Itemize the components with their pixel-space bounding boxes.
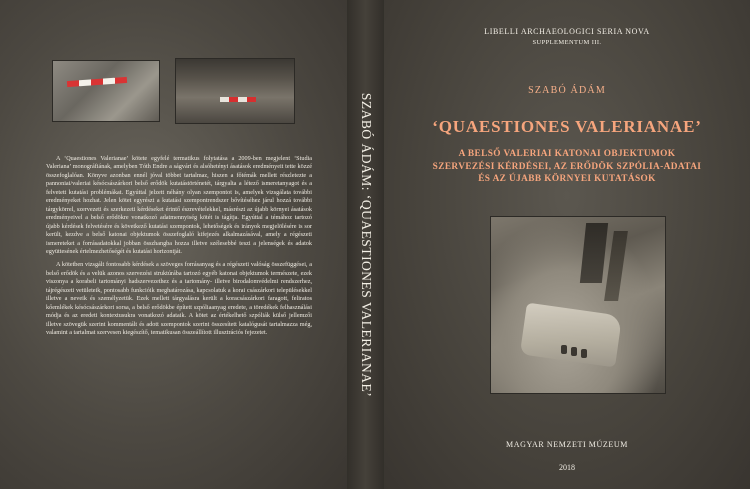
back-cover-blurb [46,155,312,343]
cover-photo-stone-slab [490,216,666,394]
measuring-scale [220,97,256,102]
subtitle-line: ÉS AZ ÚJABB KÖRNYEI KUTATÁSOK [478,174,656,184]
trench-shadow [580,223,608,283]
blurb-paragraph: A kötetben vizsgált fontosabb kérdések a szöveges forrásanyag és a régészeti valóság összefüggései, a belső erődök és a velük azonos szervezési struktúrába tartozó egyéb katonai objektumok természete, ezek viszonya a korabeli tartományi hadszervezethez és a tartomány- illetve birodalomvédelmi rendszerhez, tájrégészeti vetületeik, pontosabb funkcióik meghatározása, kapcsolatuk a korai császárkori településekkel illetve a neveik és személyzetük. Ezek mellett tárgyalásra került a koracsászárkori faragott, feliratos kőemlékek késócsászárkori sorsa, a belső erődökbe épített szpóliaanyag eredete, a töredékek felhasználási módja és az eredeti kontextusukra vonatkozó adataik. A kötet az értékelhető szpóliák külső jellemzői illetve szövegük szerint kommentált és adott szempontok szerint összesített katalógusát tartalmazza még, valamint a tartalmat szervesen kiegészítő, tematikusan összeállított illusztrációs fejezetet. [46,261,312,337]
slab-hole [561,345,567,354]
book-spine [347,0,384,489]
slab-hole [571,347,577,356]
excavation-photo-left [52,60,160,122]
excavation-photo-right [175,58,295,124]
publication-year: 2018 [559,463,575,472]
measuring-scale [67,77,127,87]
series-name: LIBELLI ARCHAEOLOGICI SERIA NOVA [484,27,650,36]
subtitle-line: A BELSŐ VALERIAI KATONAI OBJEKTUMOK [458,149,676,159]
slab-hole [581,349,587,358]
subtitle-line: SZERVEZÉSI KÉRDÉSEI, AZ ERŐDÖK SZPÓLIA-ADATAI [432,161,702,172]
stone-slab [520,303,622,368]
front-cover [384,0,750,489]
publisher-name: MAGYAR NEMZETI MÚZEUM [506,440,628,449]
spine-title: SZABÓ ÁDÁM: ‘QUAESTIONES VALERIANAE’ [358,92,374,397]
author-name: SZABÓ ÁDÁM [528,85,606,96]
book-title: ‘QUAESTIONES VALERIANAE’ [432,117,702,136]
blurb-paragraph: A ‘Quaestiones Valerianae’ kötete egyfelé termatikus folytatása a 2009-ben megjelent ‘Studia Valeriana’ monográfiának, amelyben Tóth Endre a ságvári és alsóhetényi ásatások eredményeit tette közzé összefoglalóan. Könyve azonban ennél jóval többet tartalmaz, hiszen a főtémák mellett részletezte a pannoniai/valeriai késócsászárkori belső erődök kutatástörténetét, tárgyalta a létező ismeretanyagot és a felvetett kutatási problémákat. Egyúttal jelzett néhány olyan szempontot is, amelyek vizsgálata további eredményeket hozhat. Jelen kötet egyrészt a kutatási szempontrendszer bővítéséhez járul hozzá további tárgykörrel, szervezeti és szerkezeti kérdéseket érintő észrevételekkel, másrészt az újabb környei ásatások eredményeivel a belső erődökre vonatkozó adatmennyiség kötét is tágítja. Egyúttal a témához tartozó újabb kérdések felvetésére és következő kutatási szempontok, lehetőségek és irányok megjelölésére is sor került, kezdve a belső katonai objektumok összefoglaló kifejezés alkalmazásával, amely a régészeti ismereteket a forrásadatokkal jobban összhangba hozza illetve szélesebbé teszi a jelenségek és adatok együttesének értelmezhetőségét és kutatási horizontját. [46,155,312,255]
book-subtitle [384,148,750,186]
supplement-label: SUPPLEMENTUM III. [532,39,602,46]
back-cover [0,0,347,489]
trench-shadow [604,231,628,301]
